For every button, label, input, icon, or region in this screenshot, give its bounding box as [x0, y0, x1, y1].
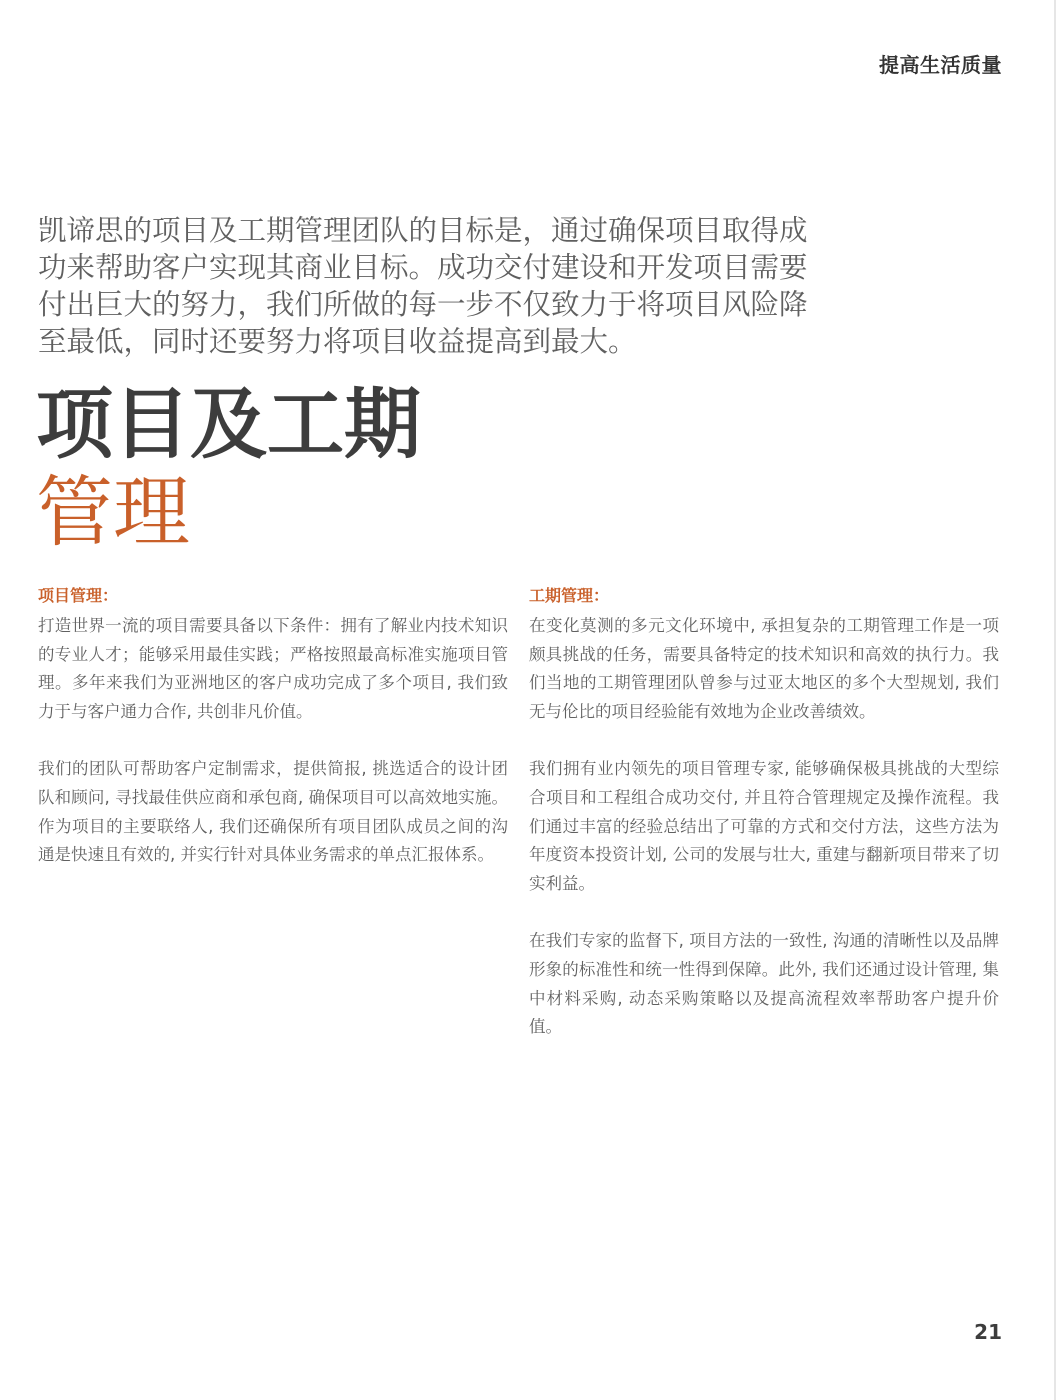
project-management-paragraph-2: 我们的团队可帮助客户定制需求，提供简报, 挑选适合的设计团队和顾问, 寻找最佳供应商和承包商, 确保项目可以高效地实施。作为项目的主要联络人, 我们还确保所有项目团队成员之间的沟通是快速且有效的, 并实行针对具体业务需求的单点汇报体系。	[38, 759, 508, 865]
schedule-management-paragraph-1: 在变化莫测的多元文化环境中, 承担复杂的工期管理工作是一项颇具挑战的任务，需要具备特定的技术知识和高效的执行力。我们当地的工期管理团队曾参与过亚太地区的多个大型规划, 我们无与伦比的项目经验能有效地为企业改善绩效。	[529, 616, 999, 721]
project-management-title: 项目管理：	[38, 586, 119, 605]
running-header: 提高生活质量	[879, 53, 1002, 77]
project-management-column	[38, 584, 508, 899]
schedule-management-paragraph-2: 我们拥有业内领先的项目管理专家, 能够确保极具挑战的大型综合项目和工程组合成功交付, 并且符合管理规定及操作流程。我们通过丰富的经验总结出了可靠的方式和交付方法，这些方法为年度资本投资计划, 公司的发展与壮大, 重建与翻新项目带来了切实利益。	[529, 759, 999, 893]
project-management-paragraph-1: 打造世界一流的项目需要具备以下条件：拥有了解业内技术知识的专业人才；能够采用最佳实践；严格按照最高标准实施项目管理。多年来我们为亚洲地区的客户成功完成了多个项目, 我们致力于与客户通力合作, 共创非凡价值。	[38, 616, 508, 721]
page-number: 21	[974, 1320, 1002, 1344]
schedule-management-paragraph-3: 在我们专家的监督下, 项目方法的一致性, 沟通的清晰性以及品牌形象的标准性和统一性得到保障。此外, 我们还通过设计管理, 集中材料采购, 动态采购策略以及提高流程效率帮助客户提升价值。	[529, 931, 999, 1037]
intro-paragraph: 凯谛思的项目及工期管理团队的目标是，通过确保项目取得成功来帮助客户实现其商业目标。成功交付建设和开发项目需要付出巨大的努力，我们所做的每一步不仅致力于将项目风险降至最低，同时还要努力将项目收益提高到最大。	[38, 214, 808, 358]
page-title-line-1: 项目及工期	[36, 381, 421, 470]
schedule-management-title: 工期管理：	[529, 586, 610, 605]
schedule-management-column	[529, 584, 999, 1071]
page-title-line-2: 管理	[36, 469, 190, 558]
